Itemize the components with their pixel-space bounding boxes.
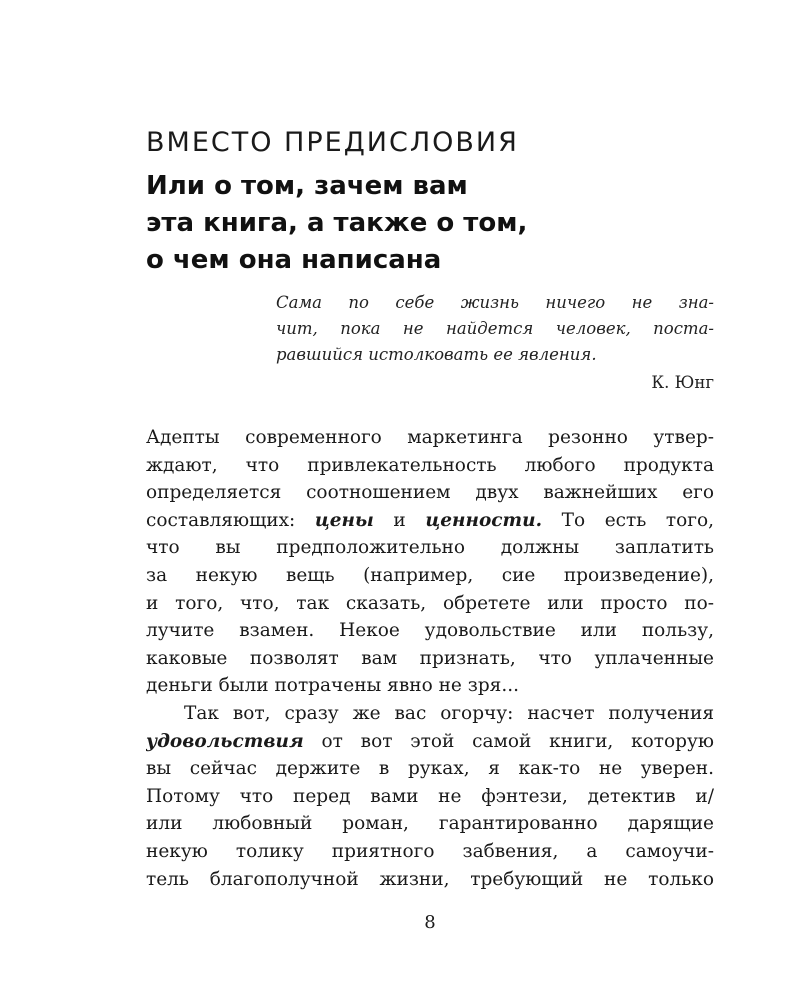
text-line: деньги были потрачены явно не зря... (146, 675, 519, 697)
epigraph (276, 290, 714, 368)
emphasis-value: ценности. (425, 509, 543, 531)
text-span: от вот этой самой книги, которую (303, 730, 714, 752)
text-line: определяется соотношением двух важнейших его (146, 482, 714, 504)
chapter-title-line: Или о том, зачем вам (146, 171, 468, 201)
text-line: каковые позволят вам признать, что уплаченные (146, 647, 714, 669)
epigraph-line: чит, пока не найдется человек, поста- (276, 319, 714, 338)
chapter-title-line: эта книга, а также о том, (146, 208, 528, 238)
text-span: и (373, 509, 426, 531)
text-line: тель благополучной жизни, требующий не только (146, 868, 714, 890)
text-line: ждают, что привлекательность любого продукта (146, 454, 714, 476)
text-line: вы сейчас держите в руках, я как-то не уверен. (146, 758, 714, 780)
page-number: 8 (424, 912, 436, 933)
text-line (146, 728, 714, 756)
text-line: или любовный роман, гарантированно дарящие (146, 813, 714, 835)
text-line: Потому что перед вами не фэнтези, детектив и/ (146, 785, 714, 807)
epigraph-author: К. Юнг (651, 373, 714, 392)
text-line: что вы предположительно должны заплатить (146, 537, 714, 559)
emphasis-pleasure: удовольствия (146, 730, 304, 752)
text-line: и того, что, так сказать, обретете или просто по- (146, 592, 714, 614)
text-line: Так вот, сразу же вас огорчу: насчет получения (184, 702, 714, 724)
chapter-title (146, 168, 686, 279)
text-line: некую толику приятного забвения, а самоучи- (146, 840, 714, 862)
text-span: То есть того, (542, 509, 714, 531)
text-span: составляющих: (146, 509, 315, 531)
text-line: за некую вещь (например, сие произведение), (146, 564, 714, 586)
epigraph-line: равшийся истолковать ее явления. (276, 345, 597, 364)
chapter-title-line: о чем она написана (146, 245, 442, 275)
text-line (146, 507, 714, 535)
section-label: ВМЕСТО ПРЕДИСЛОВИЯ (146, 127, 519, 158)
text-line: Адепты современного маркетинга резонно утвер- (146, 427, 714, 448)
epigraph-line: Сама по себе жизнь ничего не зна- (276, 293, 714, 312)
body-text (146, 424, 714, 893)
text-line: лучите взамен. Некое удовольствие или пользу, (146, 620, 714, 642)
book-page (146, 0, 714, 1000)
emphasis-price: цены (314, 509, 374, 531)
